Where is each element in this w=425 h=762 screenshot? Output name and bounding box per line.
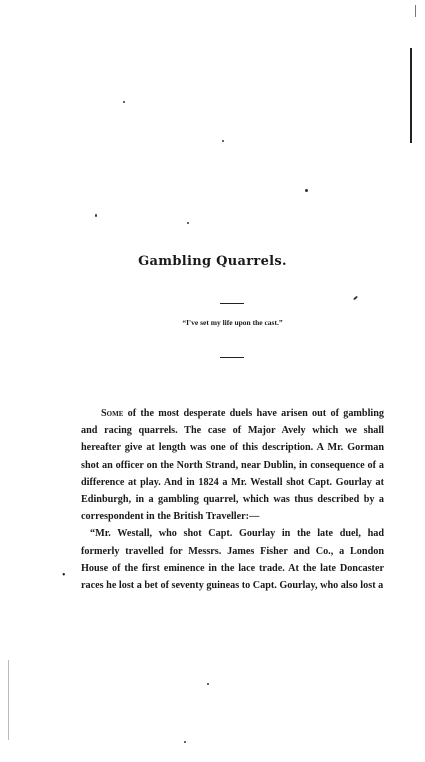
scan-speck: [95, 214, 97, 217]
paragraph-text: “Mr. Westall, who shot Capt. Gourlay in the late duel, had formerly travelled for Messrs. James Fisher and Co., a London House of the first eminence in the lace trade. At the late Doncaster races he lost a bet of seventy guineas to Capt. Gourlay, who also lost a: [81, 528, 384, 592]
scan-speck: [305, 189, 308, 192]
margin-mark: [8, 660, 9, 740]
paragraph-lead: Some: [101, 408, 124, 419]
scan-speck: [123, 101, 125, 103]
margin-bullet-icon: •: [62, 570, 66, 581]
paragraph: [81, 525, 384, 594]
paragraph: [81, 405, 384, 525]
title-rule: [220, 303, 244, 304]
scan-speck: [207, 683, 209, 685]
epigraph: “I've set my life upon the cast.”: [182, 318, 283, 327]
paragraph-text: of the most desperate duels have arisen out of gambling and racing quarrels. The case of Major Avely which we shall hereafter give at length was one of this description. A Mr. Gorman shot an officer on the North Strand, near Dublin, in consequence of a difference at play. And in 1824 a Mr. Westall shot Capt. Gourlay at Edinburgh, in a gambling quarrel, which was thus described by a correspondent in the British Traveller:—: [81, 408, 384, 523]
page-edge-line: [410, 48, 412, 143]
body-text: [81, 405, 384, 594]
scan-speck: [187, 222, 189, 224]
chapter-title: Gambling Quarrels.: [138, 254, 287, 269]
scan-speck: [222, 140, 224, 142]
scan-speck: [184, 741, 186, 743]
scan-speck: [353, 296, 358, 301]
epigraph-rule: [220, 357, 244, 358]
page-edge-line: [415, 5, 416, 17]
